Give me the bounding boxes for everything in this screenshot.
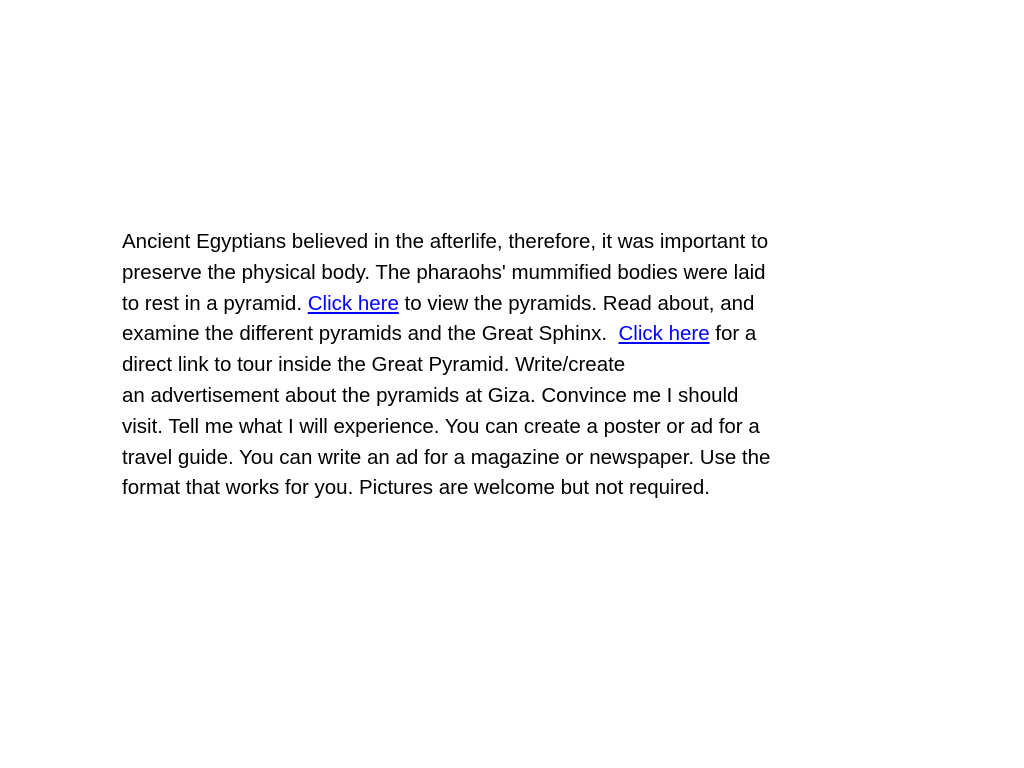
paragraph-line — [122, 289, 902, 320]
pyramids-link[interactable]: Click here — [307, 291, 399, 315]
paragraph-line: travel guide. You can write an ad for a magazine or newspaper. Use the — [122, 445, 771, 469]
assignment-paragraph — [122, 227, 902, 504]
paragraph-line: visit. Tell me what I will experience. You can create a poster or ad for a — [122, 414, 760, 438]
paragraph-line: preserve the physical body. The pharaohs' mummified bodies were laid — [122, 260, 766, 284]
paragraph-text: examine the different pyramids and the Great Sphinx. — [122, 322, 619, 346]
paragraph-line: an advertisement about the pyramids at Giza. Convince me I should — [122, 383, 739, 407]
paragraph-line — [122, 319, 902, 350]
paragraph-text: to rest in a pyramid. — [122, 291, 308, 315]
paragraph-line: format that works for you. Pictures are welcome but not required. — [122, 476, 710, 500]
paragraph-line: direct link to tour inside the Great Pyramid. Write/create — [122, 353, 626, 377]
paragraph-line: Ancient Egyptians believed in the afterlife, therefore, it was important to — [122, 230, 769, 253]
paragraph-text: to view the pyramids. Read about, and — [398, 291, 755, 315]
great-pyramid-tour-link[interactable]: Click here — [618, 322, 710, 346]
paragraph-text: for a — [709, 322, 757, 346]
